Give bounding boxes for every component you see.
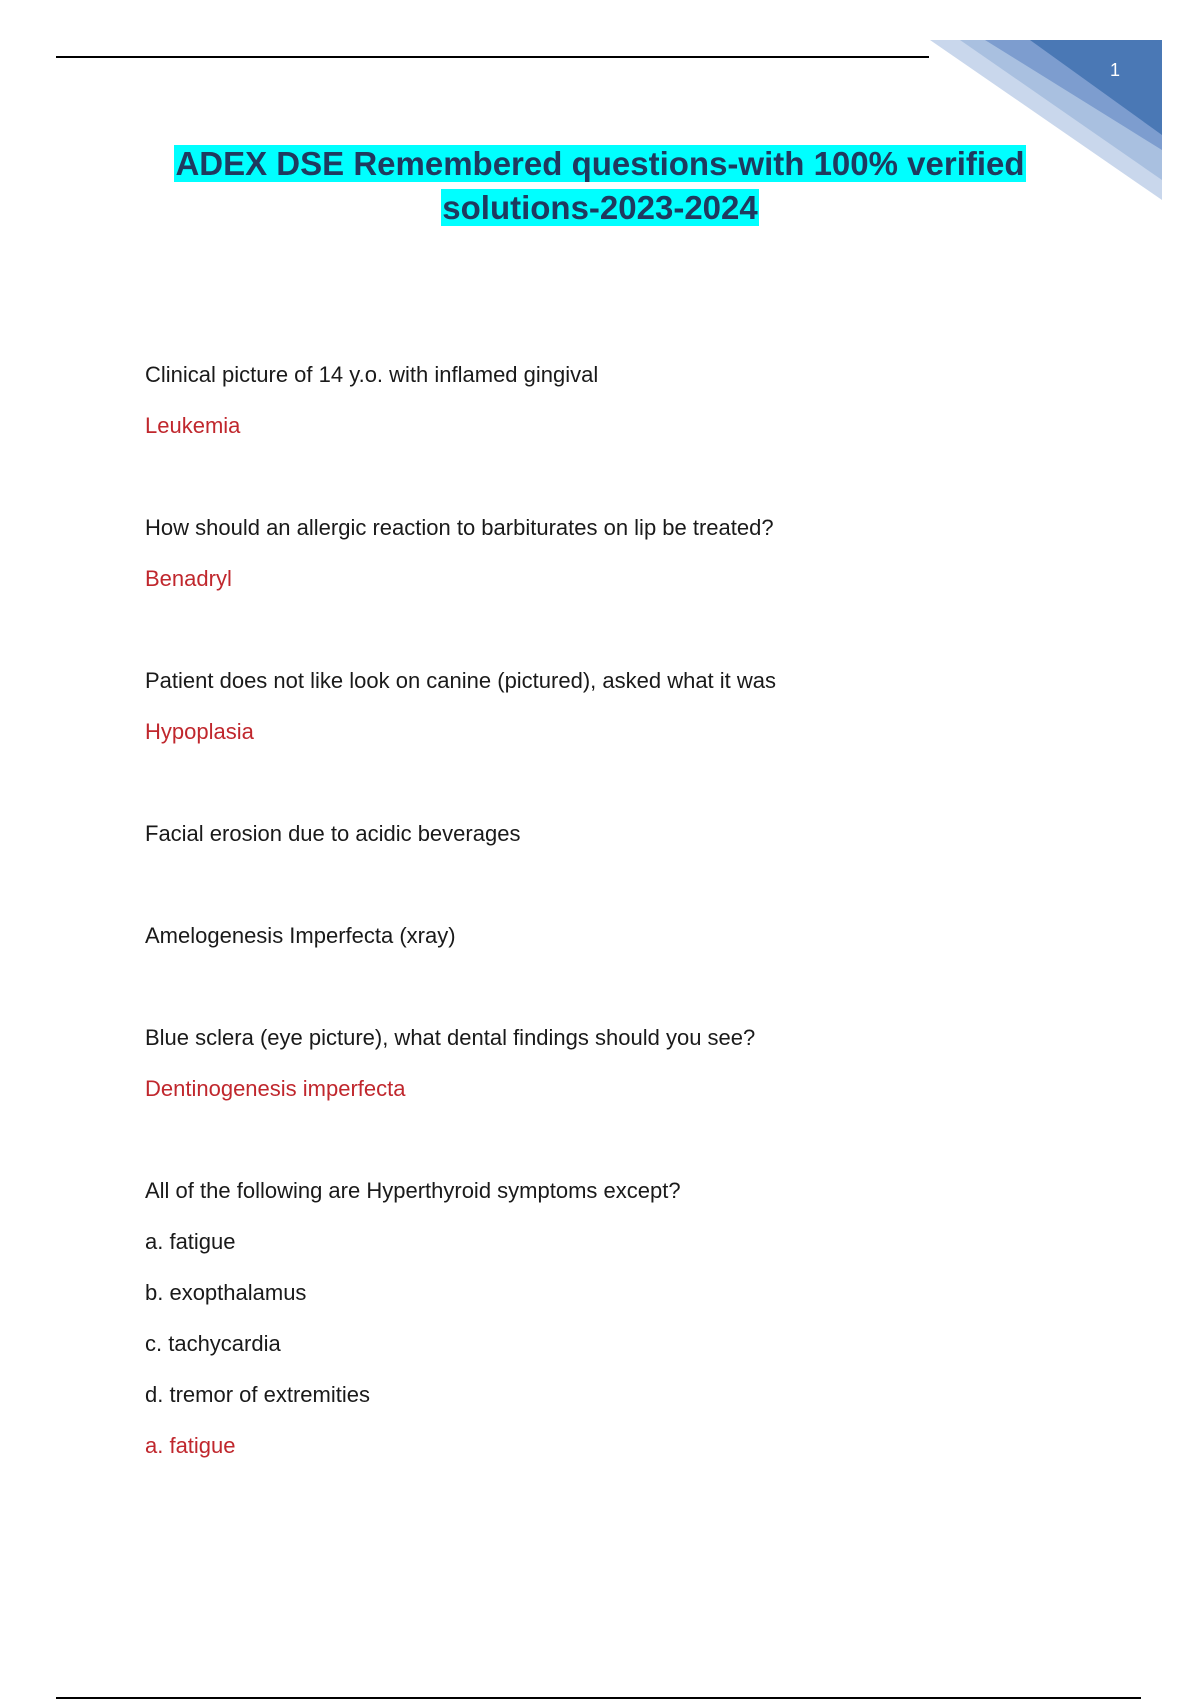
title-line-1: ADEX DSE Remembered questions-with 100% verified xyxy=(175,145,1025,182)
option-text: d. tremor of extremities xyxy=(145,1382,370,1407)
title-line-2: solutions-2023-2024 xyxy=(442,189,758,226)
answer-text: Hypoplasia xyxy=(145,719,254,744)
answer-text: a. fatigue xyxy=(145,1433,236,1458)
footer-rule xyxy=(56,1697,1141,1699)
answer-text: Benadryl xyxy=(145,566,232,591)
answer-text: Dentinogenesis imperfecta xyxy=(145,1076,406,1101)
question-text: Blue sclera (eye picture), what dental findings should you see? xyxy=(145,1025,756,1050)
document-title xyxy=(100,142,1100,230)
option-text: a. fatigue xyxy=(145,1229,236,1254)
qa-list xyxy=(145,360,1105,1461)
question-text: How should an allergic reaction to barbiturates on lip be treated? xyxy=(145,515,774,540)
option-text: c. tachycardia xyxy=(145,1331,281,1356)
question-text: Patient does not like look on canine (pictured), asked what it was xyxy=(145,668,777,693)
question-text: Amelogenesis Imperfecta (xray) xyxy=(145,923,456,948)
answer-text: Leukemia xyxy=(145,413,241,438)
question-text: All of the following are Hyperthyroid symptoms except? xyxy=(145,1178,681,1203)
option-text: b. exopthalamus xyxy=(145,1280,307,1305)
page-number: 1 xyxy=(1109,60,1120,80)
question-text: Facial erosion due to acidic beverages xyxy=(145,821,521,846)
question-text: Clinical picture of 14 y.o. with inflamed gingival xyxy=(145,362,599,387)
header-rule xyxy=(56,56,929,58)
